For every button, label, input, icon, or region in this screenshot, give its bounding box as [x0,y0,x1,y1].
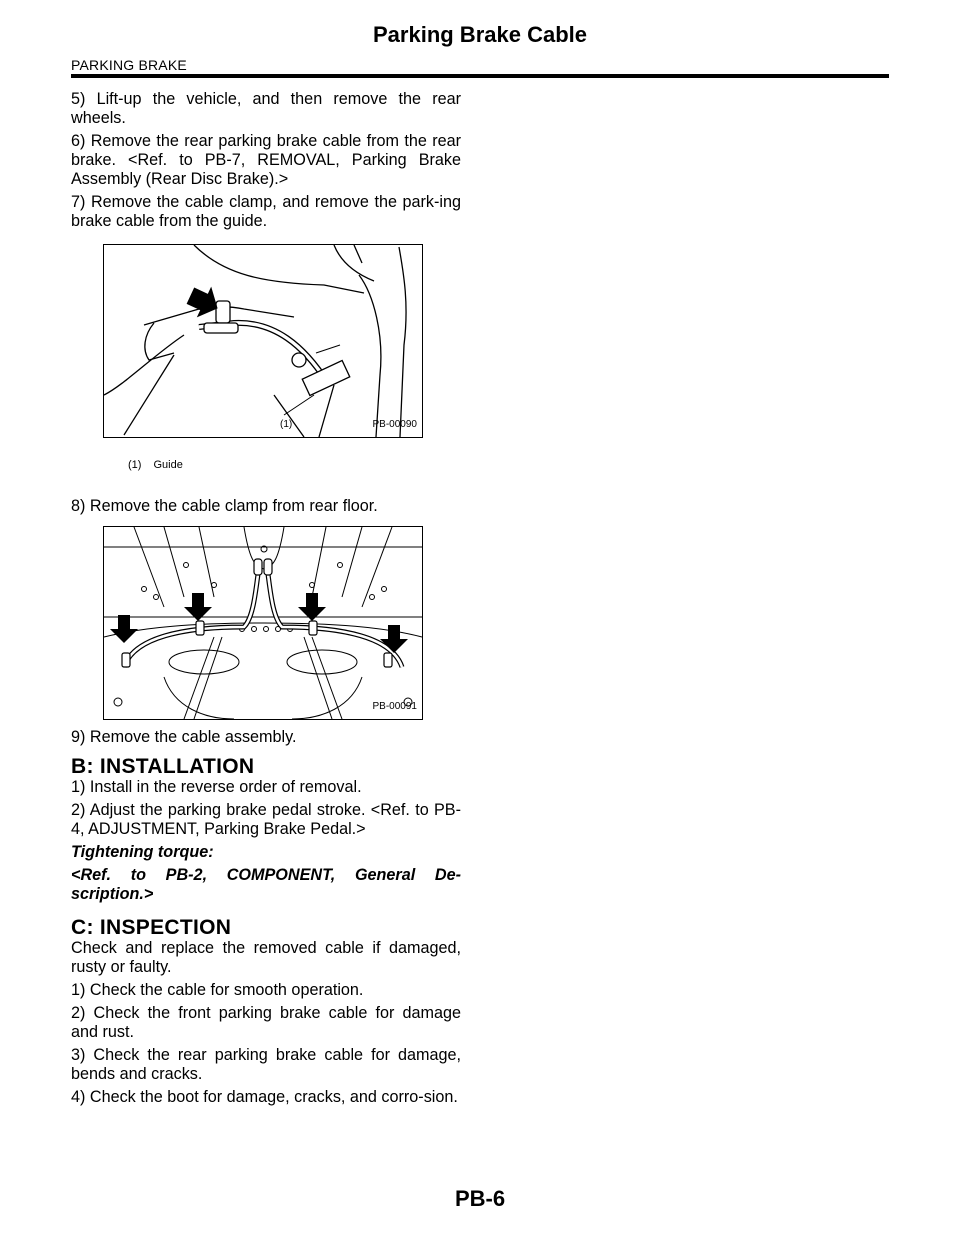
figure-code: PB-00091 [372,701,417,712]
figure-code: PB-00090 [372,419,417,430]
figure-guide-illustration [104,245,422,437]
install-step-2: 2) Adjust the parking brake pedal stroke. <Ref. to PB-4, ADJUSTMENT, Parking Brake Pedal.> [71,801,461,838]
figure-floor-illustration [104,527,422,719]
inspect-step-1: 1) Check the cable for smooth operation. [71,981,364,999]
section-label: PARKING BRAKE [71,57,187,73]
page-number: PB-6 [454,1186,506,1211]
figure-rear-floor [103,526,423,720]
installation-heading: B: INSTALLATION [71,755,255,778]
figure-callout-1: (1) [280,419,293,430]
inspect-step-2: 2) Check the front parking brake cable for damage and rust. [71,1004,461,1041]
inspect-step-4: 4) Check the boot for damage, cracks, and corro-sion. [71,1088,458,1106]
torque-reference: <Ref. to PB-2, COMPONENT, General De-scription.> [71,866,461,903]
header-rule [71,74,889,78]
install-step-1: 1) Install in the reverse order of removal. [71,778,362,796]
inspection-intro: Check and replace the removed cable if damaged, rusty or faulty. [71,939,461,976]
inspect-step-3: 3) Check the rear parking brake cable for damage, bends and cracks. [71,1046,461,1083]
page-title: Parking Brake Cable [373,22,587,47]
torque-label: Tightening torque: [71,843,214,861]
inspection-heading: C: INSPECTION [71,916,232,939]
step-5: 5) Lift-up the vehicle, and then remove the rear wheels. [71,90,461,127]
figure-guide-cable [103,244,423,438]
legend-number: (1) [128,459,142,471]
main-column [71,90,461,1111]
step-7: 7) Remove the cable clamp, and remove the park-ing brake cable from the guide. [71,193,461,230]
step-8: 8) Remove the cable clamp from rear floor. [71,497,378,515]
step-6: 6) Remove the rear parking brake cable from the rear brake. <Ref. to PB-7, REMOVAL, Parking Brake Assembly (Rear Disc Brake).> [71,132,461,188]
figure-legend [128,456,461,475]
legend-text: Guide [153,459,183,471]
step-9: 9) Remove the cable assembly. [71,728,297,746]
